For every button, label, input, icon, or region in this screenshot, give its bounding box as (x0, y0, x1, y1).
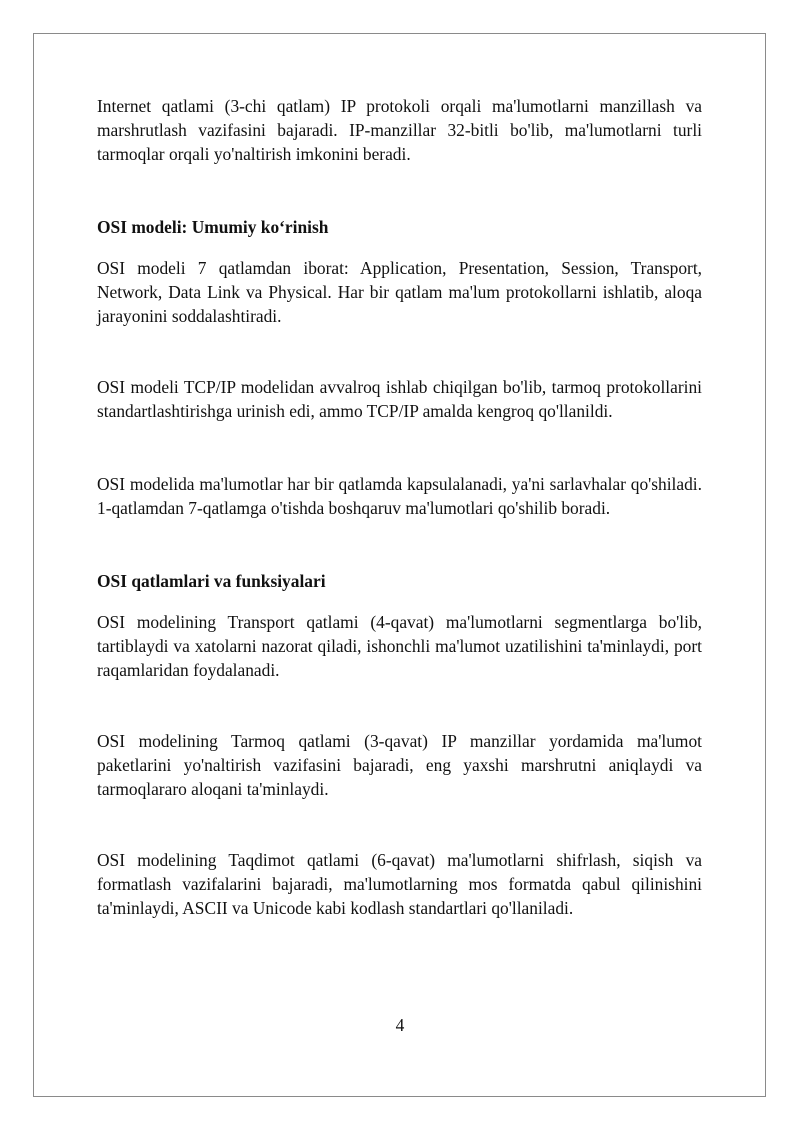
paragraph-transport-layer: OSI modelining Transport qatlami (4-qavat) ma'lumotlarni segmentlarga bo'lib, tartiblaydi va xatolarni nazorat qiladi, ishonchli ma'lumot uzatilishini ta'minlaydi, port raqamlaridan foydalanadi. (97, 612, 702, 680)
paragraph-osi-encapsulation: OSI modelida ma'lumotlar har bir qatlamda kapsulalanadi, ya'ni sarlavhalar qo'shiladi. 1-qatlamdan 7-qatlamga o'tishda boshqaruv ma'lumotlari qo'shilib boradi. (97, 474, 702, 518)
paragraph-network-layer: OSI modelining Tarmoq qatlami (3-qavat) IP manzillar yordamida ma'lumot paketlarini yo'naltirish vazifasini bajaradi, eng yaxshi marshrutni aniqlaydi va tarmoqlararo aloqani ta'minlaydi. (97, 731, 702, 799)
heading-osi-layers-functions: OSI qatlamlari va funksiyalari (97, 571, 326, 591)
document-body (97, 94, 702, 920)
paragraph-internet-layer: Internet qatlami (3-chi qatlam) IP protokoli orqali ma'lumotlarni manzillash va marshrutlash vazifasini bajaradi. IP-manzillar 32-bitli bo'lib, ma'lumotlarni turli tarmoqlar orqali yo'naltirish imkonini beradi. (97, 96, 702, 164)
paragraph-osi-layers-list: OSI modeli 7 qatlamdan iborat: Application, Presentation, Session, Transport, Network, Data Link va Physical. Har bir qatlam ma'lum protokollarni ishlatib, aloqa jarayonini soddalashtiradi. (97, 258, 702, 326)
page-number: 4 (395, 1015, 405, 1035)
paragraph-presentation-layer: OSI modelining Taqdimot qatlami (6-qavat) ma'lumotlarni shifrlash, siqish va formatlash vazifalarini bajaradi, ma'lumotlarning mos formatda qabul qilinishini ta'minlaydi, ASCII va Unicode kabi kodlash standartlari qo'llaniladi. (97, 850, 702, 918)
heading-osi-overview: OSI modeli: Umumiy koʻrinish (97, 217, 329, 237)
paragraph-osi-vs-tcpip: OSI modeli TCP/IP modelidan avvalroq ishlab chiqilgan bo'lib, tarmoq protokollarini standartlashtirishga urinish edi, ammo TCP/IP amalda kengroq qo'llanildi. (97, 377, 702, 421)
